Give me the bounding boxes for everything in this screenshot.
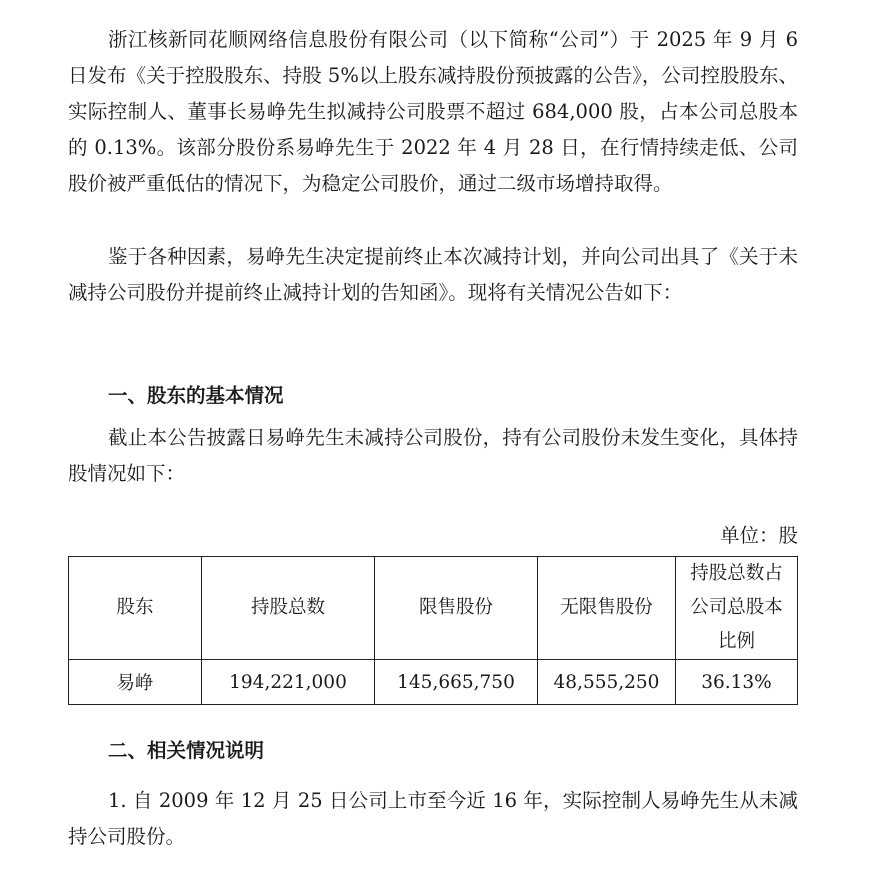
cell-unrestricted-shares: 48,555,250	[538, 660, 676, 705]
header-restricted-shares: 限售股份	[375, 557, 538, 660]
table-row	[69, 660, 798, 705]
table-header-row	[69, 557, 798, 660]
header-shareholder: 股东	[69, 557, 202, 660]
shareholding-paragraph: 截止本公告披露日易峥先生未减持公司股份，持有公司股份未发生变化，具体持股情况如下：	[68, 426, 798, 485]
header-unrestricted-shares: 无限售股份	[538, 557, 676, 660]
shareholding-table	[68, 556, 798, 705]
cell-total-shares: 194,221,000	[202, 660, 375, 705]
section-heading-related-info: 二、相关情况说明	[108, 739, 265, 762]
section-heading-shareholder-info: 一、股东的基本情况	[108, 384, 284, 407]
unit-label: 单位：股	[719, 524, 798, 547]
cell-ratio: 36.13%	[676, 660, 798, 705]
termination-paragraph: 鉴于各种因素，易峥先生决定提前终止本次减持计划，并向公司出具了《关于未减持公司股份并提前终止减持计划的告知函》。现将有关情况公告如下：	[68, 245, 798, 304]
intro-paragraph: 浙江核新同花顺网络信息股份有限公司（以下简称“公司”）于 2025 年 9 月 6 日发布《关于控股股东、持股 5%以上股东减持股份预披露的公告》，公司控股股东、实际控制人、董事长易峥先生拟减持公司股票不超过 684,000 股，占本公司总股本的 0.13%。该部分股份系易峥先生于 2022 年 4 月 28 日，在行情持续走低、公司股价被严重低估的情况下，为稳定公司股价，通过二级市场增持取得。	[68, 28, 798, 195]
cell-restricted-shares: 145,665,750	[375, 660, 538, 705]
header-ratio: 持股总数占公司总股本比例	[676, 557, 798, 660]
related-info-paragraph: 1. 自 2009 年 12 月 25 日公司上市至今近 16 年，实际控制人易峥先生从未减持公司股份。	[68, 789, 798, 848]
cell-shareholder: 易峥	[69, 660, 202, 705]
header-total-shares: 持股总数	[202, 557, 375, 660]
